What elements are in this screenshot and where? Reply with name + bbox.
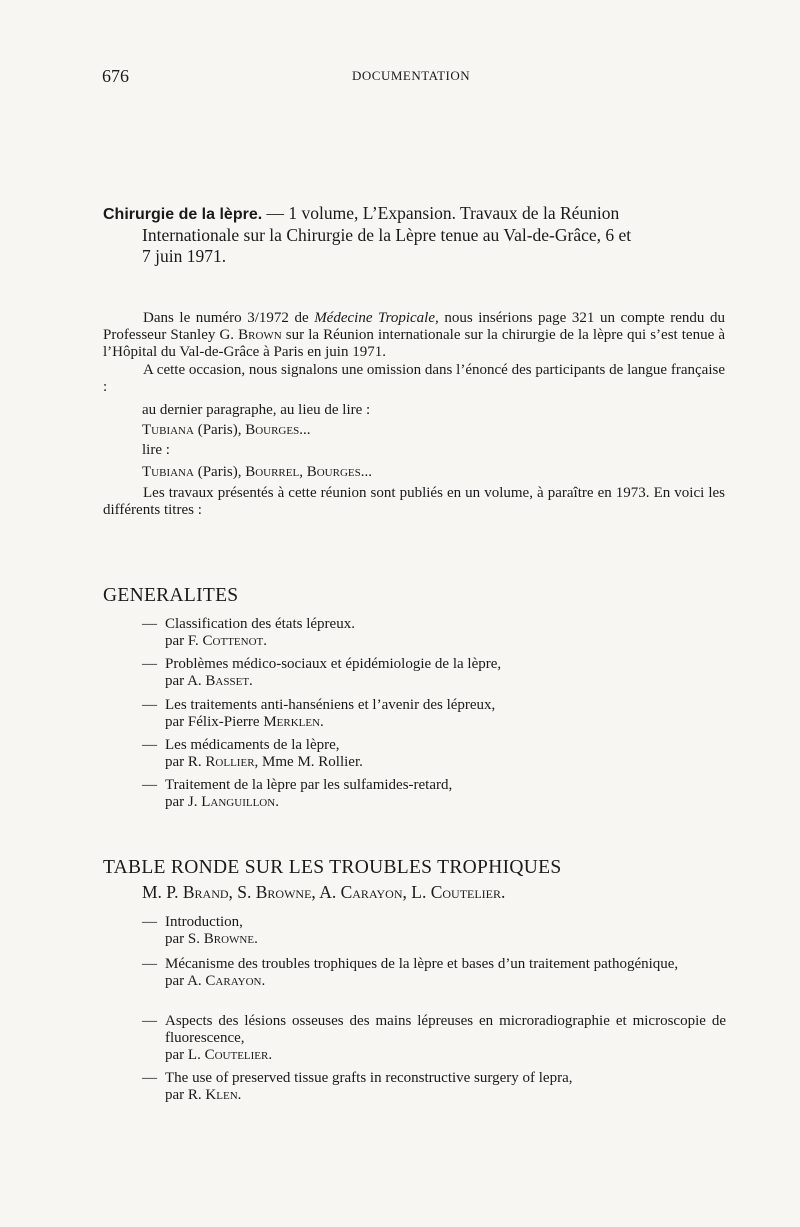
intro-paragraph-1 [103,310,725,361]
person-name: Bourrel [245,464,300,480]
item-title: Mécanisme des troubles trophiques de la lèpre et bases d’un traitement pathogénique, [165,956,679,972]
title-rest: — 1 volume, L’Expansion. Travaux de la Réunion [262,203,620,223]
text-run: . [263,633,268,649]
text-run: par Félix-Pierre [165,714,264,730]
person-name: Coutelier [204,1047,269,1063]
item-title: Traitement de la lèpre par les sulfamides-retard, [165,777,453,793]
item-title: Les traitements anti-hanséniens et l’avenir des lépreux, [165,697,496,713]
text-run: . [268,1047,273,1063]
item-title: Problèmes médico-sociaux et épidémiologie de la lèpre, [165,656,502,672]
dash: — [142,656,157,672]
item-author [142,1047,726,1064]
text-run: . [254,931,258,947]
text-run: sur la Réunion internationale sur la chirurgie de la lèpre qui s’est tenue à l’Hôpital du Val-de-Grâce à Paris en juin 1971. [103,327,725,360]
text-run: par F. [165,633,203,649]
page-number: 676 [102,66,129,86]
list-item [142,1070,726,1104]
running-title: DOCUMENTATION [352,68,471,83]
item-author [142,794,726,811]
person-name: Merklen [263,714,321,730]
erratum-line-2 [142,422,310,439]
text-run: par A. [165,973,206,989]
dash: — [142,956,157,972]
text-run: par L. [165,1047,205,1063]
text-run: . [249,673,253,689]
text-run: . [237,1087,242,1103]
item-author [142,633,726,650]
person-name: Languillon [201,794,276,810]
text-run: par R. [165,1087,206,1103]
intro-paragraph-2: A cette occasion, nous signalons une omission dans l’énoncé des participants de langue française : [103,362,725,395]
section-heading-table-ronde: TABLE RONDE SUR LES TROUBLES TROPHIQUES [103,857,562,878]
person-name: Carayon [205,973,262,989]
text-run: par A. [165,673,206,689]
text-run: Dans le numéro 3/1972 de [143,310,315,326]
list-item [142,656,726,690]
item-author [142,973,726,990]
dash: — [142,616,157,632]
dash: — [142,697,157,713]
text-run: par J. [165,794,202,810]
text-run: , [299,464,307,480]
item-title: Introduction, [165,914,243,930]
item-title: The use of preserved tissue grafts in reconstructive surgery of lepra, [165,1070,573,1086]
person-name: Tubiana [142,464,194,480]
person-name: Browne [203,931,255,947]
text-run: . [275,794,279,810]
item-author [142,931,726,948]
text-run: par S. [165,931,204,947]
panel-authors: M. P. Brand, S. Browne, A. Carayon, L. Coutelier. [142,882,506,902]
person-name: Basset [205,673,250,689]
list-item [142,1013,726,1064]
title-line-3: 7 juin 1971. [142,246,227,266]
erratum-line-1: au dernier paragraphe, au lieu de lire : [142,402,371,418]
text-run: nous insérions page 321 un compte rendu du Professeur Stanley G. [103,310,725,343]
text-run: , Mme M. Rollier. [254,754,363,770]
text-run: ... [299,422,311,438]
text-run: par R. [165,754,206,770]
item-author [142,673,726,690]
dash: — [142,914,157,930]
intro-paragraph-3: Les travaux présentés à cette réunion sont publiés en un volume, à paraître en 1973. En voici les différents titres : [103,485,725,518]
text-run: (Paris), [193,464,246,480]
item-title: Aspects des lésions osseuses des mains lépreuses en microradiographie et microscopie de fluorescence, [165,1013,726,1046]
list-item [142,914,726,948]
list-item [142,737,726,771]
text-run: ... [360,464,372,480]
list-item [142,697,726,731]
dash: — [142,1013,157,1029]
person-name: Klen [205,1087,238,1103]
book-title: Chirurgie de la lèpre. [103,206,263,223]
item-author [142,714,726,731]
person-name: Bourges [245,422,300,438]
erratum-line-3: lire : [142,442,170,458]
list-item [142,616,726,650]
section-heading-generalites: GENERALITES [103,585,239,606]
dash: — [142,1070,157,1086]
item-author [142,1087,726,1104]
item-author [142,754,726,771]
item-title: Les médicaments de la lèpre, [165,737,340,753]
title-line-2: Internationale sur la Chirurgie de la Lèpre tenue au Val-de-Grâce, 6 et [142,225,632,245]
text-run: (Paris), [193,422,246,438]
person-name: Rollier [205,754,255,770]
dash: — [142,737,157,753]
person-name: Cottenot [202,633,264,649]
dash: — [142,777,157,793]
person-name: Tubiana [142,422,194,438]
journal-name: Médecine Tropicale, [314,310,439,326]
person-name: Brown [238,327,282,343]
title-line-1 [103,203,619,224]
item-title: Classification des états lépreux. [165,616,355,632]
person-name: Bourges [306,464,361,480]
list-item [142,956,726,990]
erratum-line-4 [142,464,372,481]
text-run: . [261,973,266,989]
text-run: . [320,714,324,730]
list-item [142,777,726,811]
